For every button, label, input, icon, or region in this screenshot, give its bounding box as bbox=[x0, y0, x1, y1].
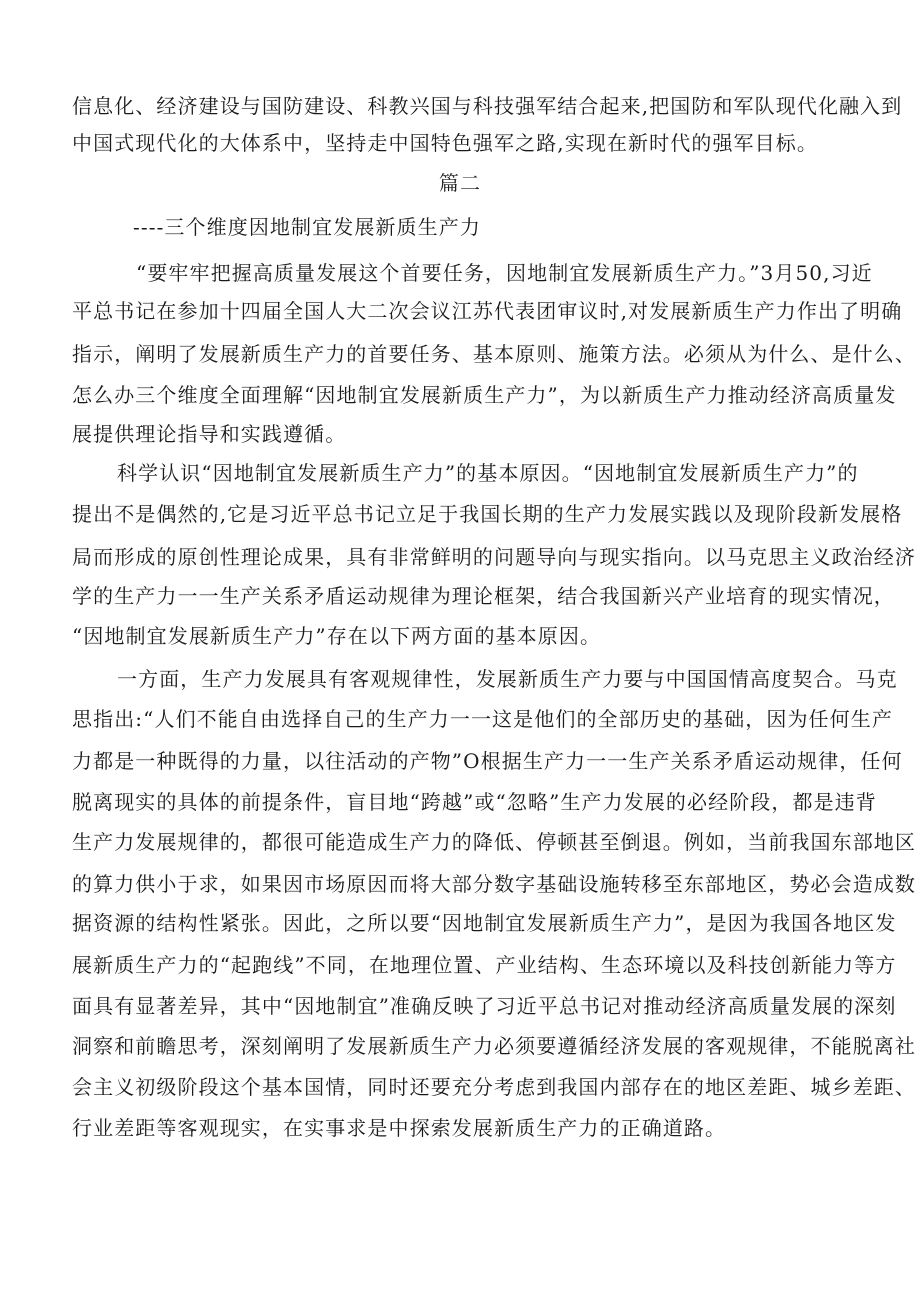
intro-line: 中国式现代化的大体系中，坚持走中国特色强军之路,实现在新时代的强军目标。 bbox=[72, 131, 818, 155]
paragraph-line: 怎么办三个维度全面理解“因地制宜发展新质生产力”，为以新质生产力推动经济高质量发 bbox=[72, 383, 897, 407]
paragraph-line: 一方面，生产力发展具有客观规律性，发展新质生产力要与中国国情高度契合。马克 bbox=[117, 667, 898, 691]
paragraph-line: 提出不是偶然的,它是习近平总书记立足于我国长期的生产力发展实践以及现阶段新发展格 bbox=[72, 502, 903, 526]
paragraph-line: 思指出:“人们不能自由选择自己的生产力一一这是他们的全部历史的基础，因为任何生产 bbox=[72, 707, 893, 731]
paragraph-line: 面具有显著差异，其中“因地制宜”准确反映了习近平总书记对推动经济高质量发展的深刻 bbox=[72, 994, 897, 1018]
paragraph-line: 会主义初级阶段这个基本国情，同时还要充分考虑到我国内部存在的地区差距、城乡差距、 bbox=[72, 1075, 916, 1099]
paragraph-line: 局而形成的原创性理论成果，具有非常鲜明的问题导向与现实指向。以马克思主义政治经济 bbox=[72, 545, 916, 569]
paragraph-line: 的算力供小于求，如果因市场原因而将大部分数字基础设施转移至东部地区，势必会造成数 bbox=[72, 872, 916, 896]
paragraph-line: 指示，阐明了发展新质生产力的首要任务、基本原则、施策方法。必须从为什么、是什么、 bbox=[72, 342, 916, 366]
paragraph-line: 力都是一种既得的力量，以往活动的产物”O根据生产力一一生产关系矛盾运动规律，任何 bbox=[72, 749, 903, 773]
section-subtitle: ----三个维度因地制宜发展新质生产力 bbox=[133, 215, 481, 239]
paragraph-line: 生产力发展规律的，都很可能造成生产力的降低、停顿甚至倒退。例如，当前我国东部地区 bbox=[72, 830, 916, 854]
paragraph-line: “因地制宜发展新质生产力”存在以下两方面的基本原因。 bbox=[72, 624, 602, 648]
paragraph-line: 平总书记在参加十四届全国人大二次会议江苏代表团审议时,对发展新质生产力作出了明确 bbox=[72, 299, 903, 323]
paragraph-line: 展提供理论指导和实践遵循。 bbox=[72, 422, 347, 446]
paragraph-line: 据资源的结构性紧张。因此，之所以要“因地制宜发展新质生产力”，是因为我国各地区发 bbox=[72, 911, 897, 935]
section-title: 篇二 bbox=[438, 171, 482, 195]
paragraph-line: “要牢牢把握高质量发展这个首要任务，因地制宜发展新质生产力。”3月50,习近 bbox=[136, 261, 873, 285]
paragraph-line: 洞察和前瞻思考，深刻阐明了发展新质生产力必须要遵循经济发展的客观规律，不能脱离社 bbox=[72, 1034, 916, 1058]
paragraph-line: 科学认识“因地制宜发展新质生产力”的基本原因。“因地制宜发展新质生产力”的 bbox=[117, 461, 859, 485]
intro-line: 信息化、经济建设与国防建设、科教兴国与科技强军结合起来,把国防和军队现代化融入到 bbox=[72, 94, 903, 118]
paragraph-line: 学的生产力一一生产关系矛盾运动规律为理论框架，结合我国新兴产业培育的现实情况， bbox=[72, 584, 895, 608]
paragraph-line: 行业差距等客观现实，在实事求是中探索发展新质生产力的正确道路。 bbox=[72, 1116, 727, 1140]
paragraph-line: 脱离现实的具体的前提条件，盲目地“跨越”或“忽略”生产力发展的必经阶段，都是违背 bbox=[72, 790, 877, 814]
paragraph-line: 展新质生产力的“起跑线”不同，在地理位置、产业结构、生态环境以及科技创新能力等方 bbox=[72, 953, 897, 977]
